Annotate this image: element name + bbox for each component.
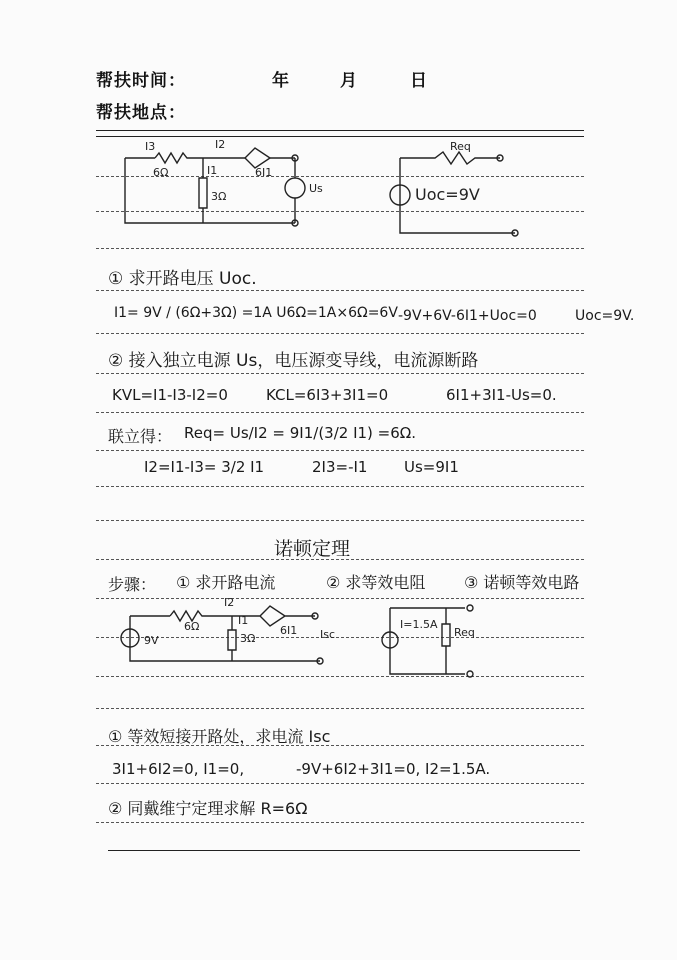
ruled-line [96,333,584,334]
label-Req: Req [450,140,471,153]
equation-i3: 2I3=-I1 [312,458,368,476]
ruled-line [96,373,584,374]
norton-label-I: I=1.5A [400,618,438,631]
norton-step-2: ② 求等效电阻 [326,573,426,592]
join-label: 联立得： [108,427,173,446]
ruled-line [96,520,584,521]
day-label: 日 [410,71,428,90]
norton-step-thevenin: ② 同戴维宁定理求解 R=6Ω [108,799,308,818]
ruled-line [96,486,584,487]
label-6ohm: 6Ω [153,166,169,179]
ruled-line [96,822,584,823]
label-I2: I2 [215,138,226,151]
norton-label-Isc: Isc [320,628,336,641]
norton-equation-1: 3I1+6I2=0, I1=0, [112,760,245,778]
norton-label-6I1: 6I1 [280,624,298,637]
norton-theorem-title: 诺顿定理 [274,538,351,560]
norton-equation-2: -9V+6I2+3I1=0, I2=1.5A. [296,760,491,778]
label-I1: I1 [207,164,218,177]
label-I3: I3 [145,140,156,153]
norton-label-I1: I1 [238,614,249,627]
norton-label-9V: 9V [144,634,159,647]
equation-i2: I2=I1-I3= 3/2 I1 [144,458,265,476]
label-6I1: 6I1 [255,166,273,179]
equation-kcl: KCL=6I3+3I1=0 [266,386,389,404]
ruled-line [96,450,584,451]
step-open-circuit-voltage: ① 求开路电压 Uoc. [108,269,257,289]
label-Uoc: Uoc=9V [415,185,480,204]
equation-us: Us=9I1 [404,458,459,476]
ruled-line [96,708,584,709]
equation-req: Req= Us/I2 = 9I1/(3/2 I1) =6Ω. [184,424,417,442]
equation-kvl: KVL=I1-I3-I2=0 [112,386,228,404]
ruled-line [96,248,584,249]
norton-step-3: ③ 诺顿等效电路 [464,573,580,592]
header-divider [96,130,584,131]
month-label: 月 [340,71,358,90]
ruled-line [96,290,584,291]
label-Us: Us [309,182,323,195]
header-divider-2 [96,136,584,137]
steps-label: 步骤： [108,575,157,594]
norton-circuit-diagram [120,596,500,686]
ruled-line [96,412,584,413]
equation-current: I1= 9V / (6Ω+3Ω) =1A U6Ω=1A×6Ω=6V [114,305,398,321]
norton-step-short-circuit: ① 等效短接开路处，求电流 Isc [108,727,331,746]
norton-label-I2: I2 [224,596,235,609]
norton-step-1: ① 求开路电流 [176,573,276,592]
label-3ohm: 3Ω [211,190,227,203]
ruled-line [96,783,584,784]
equation-kvl-uoc: -9V+6V-6I1+Uoc=0 [398,308,537,324]
norton-label-Req: Req [454,626,475,639]
thevenin-circuit-diagram [115,138,535,238]
equation-source: 6I1+3I1-Us=0. [446,386,557,404]
place-label: 帮扶地点： [96,103,186,122]
bottom-divider [108,850,580,851]
time-label: 帮扶时间： [96,71,186,90]
equation-uoc-result: Uoc=9V. [575,308,635,324]
norton-label-3ohm: 3Ω [240,632,256,645]
year-label: 年 [272,71,290,90]
norton-label-6ohm: 6Ω [184,620,200,633]
step-independent-source: ② 接入独立电源 Us，电压源变导线，电流源断路 [108,351,479,371]
